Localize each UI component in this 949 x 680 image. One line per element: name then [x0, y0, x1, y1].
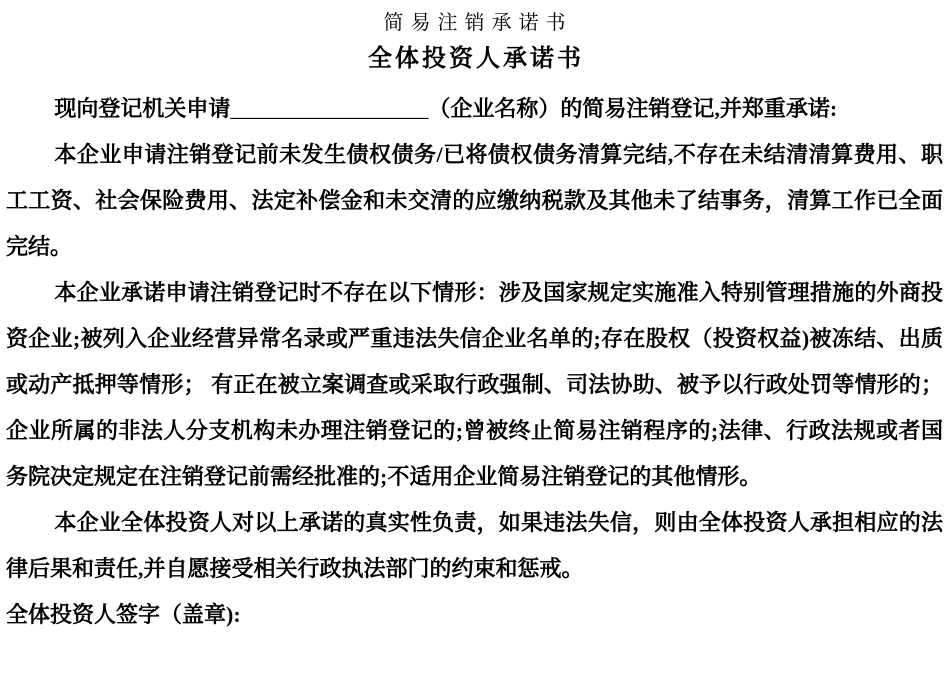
letter-heading: 全体投资人承诺书	[368, 45, 584, 72]
intro-paragraph	[6, 86, 943, 132]
body-paragraph-conditions: 本企业承诺申请注销登记时不存在以下情形：涉及国家规定实施准入特别管理措施的外商投资企业;被列入企业经营异常名录或严重违法失信企业名单的;存在股权（投资权益)被冻结、出质或动产抵押等情形； 有正在被立案调查或采取行政强制、司法协助、被予以行政处罚等情形的； 企业所属的非法人分支机构未办理注销登记的;曾被终止简易注销程序的;法律、行政法规或者国务院决定规定在注销登记前需经批准的;不适用企业简易注销登记的其他情形。	[6, 280, 943, 489]
signature-line: 全体投资人签字（盖章):	[6, 602, 241, 627]
company-name-blank: __________________	[230, 96, 429, 121]
document-body	[6, 86, 943, 638]
body-paragraph-responsibility: 本企业全体投资人对以上承诺的真实性负责，如果违法失信，则由全体投资人承担相应的法律后果和责任,并自愿接受相关行政执法部门的约束和惩戒。	[6, 510, 943, 581]
intro-prefix: 现向登记机关申请	[54, 96, 231, 121]
intro-suffix: （企业名称）的简易注销登记,并郑重承诺:	[428, 96, 838, 121]
body-paragraph-debts: 本企业申请注销登记前未发生债权债务/已将债权债务清算完结,不存在未结清清算费用、职工工资、社会保险费用、法定补偿金和未交清的应缴纳税款及其他未了结事务，清算工作已全面完结。	[6, 142, 943, 259]
document-title: 简易注销承诺书	[383, 12, 573, 34]
